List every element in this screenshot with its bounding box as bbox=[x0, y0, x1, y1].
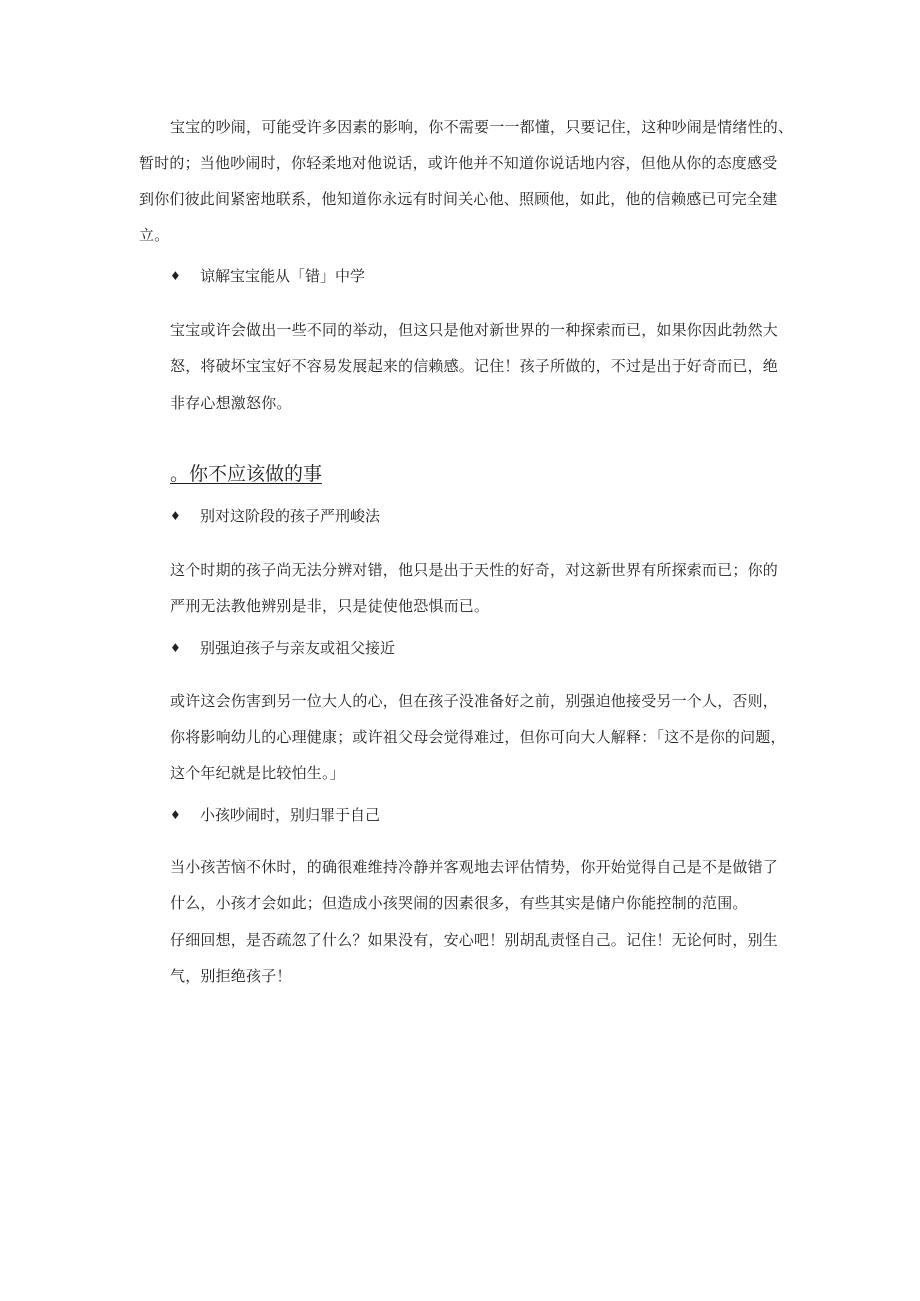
bullet-item-understand bbox=[0, 266, 920, 286]
para3-line-3: 这个年纪就是比较怕生。」 bbox=[170, 764, 345, 782]
intro-line-2: 暂时的；当他吵闹时，你轻柔地对他说话，或许他并不知道你说话地内容，但他从你的态度感受 bbox=[139, 154, 778, 172]
intro-line-4: 立。 bbox=[139, 226, 170, 244]
para3-line-1: 或许这会伤害到另一位大人的心，但在孩子没准备好之前，别强迫他接受另一个人，否则， bbox=[170, 692, 779, 710]
bullet-text: 谅解宝宝能从「错」中学 bbox=[200, 267, 366, 285]
bullet-item-no-forcing-relatives bbox=[0, 638, 920, 658]
para2-line-2: 严刑无法教他辨别是非，只是徒使他恐惧而已。 bbox=[170, 597, 490, 615]
diamond-bullet-icon: ♦ bbox=[170, 269, 181, 283]
bullet-text: 小孩吵闹时，别归罪于自己 bbox=[200, 806, 381, 824]
para4-line-4: 气，别拒绝孩子！ bbox=[170, 967, 292, 985]
para3-line-2: 你将影响幼儿的心理健康；或许祖父母会觉得难过，但你可向大人解释：「这不是你的问题， bbox=[170, 728, 786, 746]
para4-line-3: 仔细回想，是否疏忽了什么？如果没有，安心吧！别胡乱责怪自己。记住！无论何时，别生 bbox=[170, 931, 779, 949]
bullet-text: 别强迫孩子与亲友或祖父接近 bbox=[200, 639, 396, 657]
bullet-item-no-harsh-punishment bbox=[0, 506, 920, 526]
diamond-bullet-icon: ♦ bbox=[170, 509, 181, 523]
para1-line-2: 怒，将破坏宝宝好不容易发展起来的信赖感。记住！孩子所做的，不过是出于好奇而已，绝 bbox=[170, 357, 779, 375]
diamond-bullet-icon: ♦ bbox=[170, 641, 181, 655]
section-heading: 。你不应该做的事 bbox=[170, 463, 323, 485]
intro-line-1: 宝宝的吵闹，可能受许多因素的影响，你不需要一一都懂，只要记住，这种吵闹是情绪性的、 bbox=[170, 118, 794, 136]
intro-line-3: 到你们彼此间紧密地联系，他知道你永远有时间关心他、照顾他，如此，他的信赖感已可完全建 bbox=[139, 190, 778, 208]
para4-line-1: 当小孩苦恼不休时，的确很难维持冷静并客观地去评估情势，你开始觉得自己是不是做错了 bbox=[170, 858, 779, 876]
para2-line-1: 这个时期的孩子尚无法分辨对错，他只是出于天性的好奇，对这新世界有所探索而已；你的 bbox=[170, 561, 779, 579]
para4-line-2: 什么，小孩才会如此；但造成小孩哭闹的因素很多，有些其实是储户你能控制的范围。 bbox=[170, 894, 748, 912]
diamond-bullet-icon: ♦ bbox=[170, 808, 181, 822]
bullet-item-dont-blame-self bbox=[0, 805, 920, 825]
bullet-text: 别对这阶段的孩子严刑峻法 bbox=[200, 507, 381, 525]
para1-line-1: 宝宝或许会做出一些不同的举动，但这只是他对新世界的一种探索而已，如果你因此勃然大 bbox=[170, 321, 779, 339]
para1-line-3: 非存心想激怒你。 bbox=[170, 394, 292, 412]
